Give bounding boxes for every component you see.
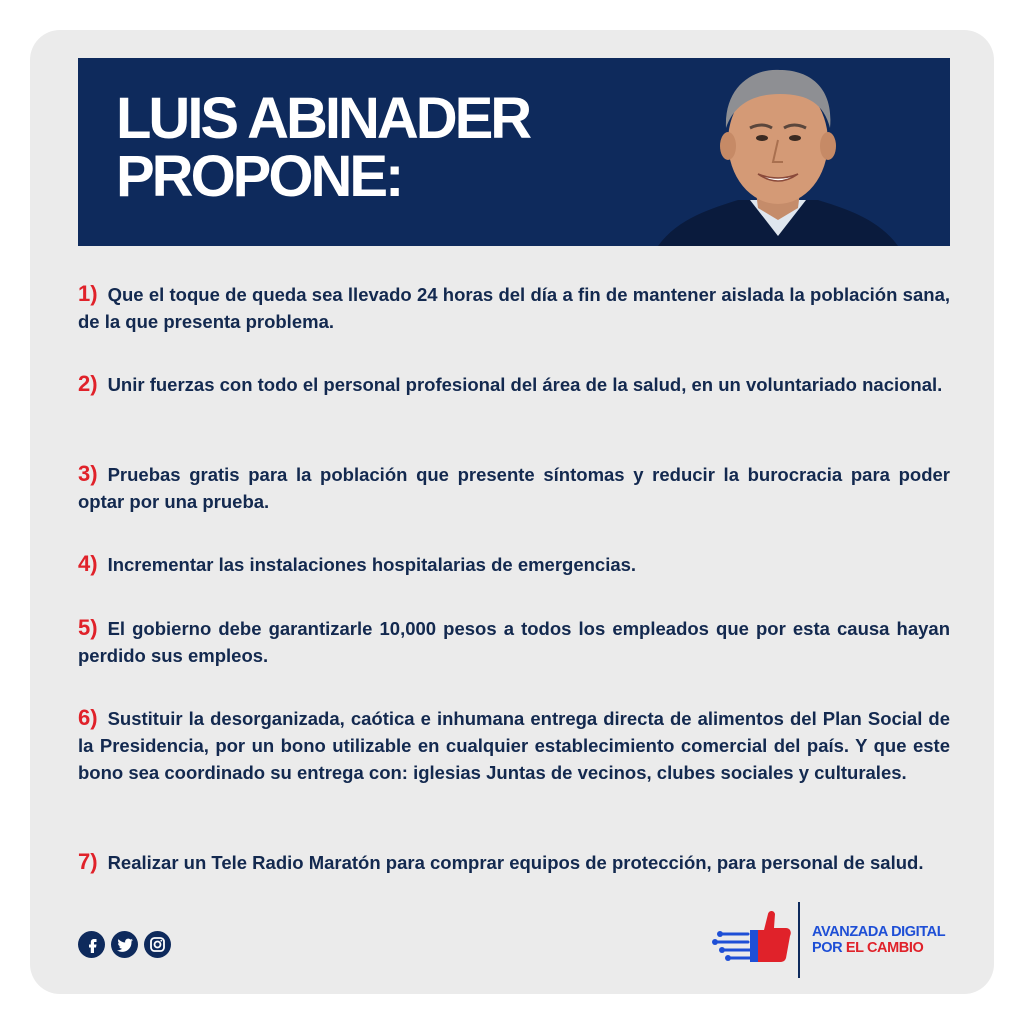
logo-line2 (812, 940, 945, 956)
list-item (78, 550, 950, 578)
item-text: Unir fuerzas con todo el personal profesional del área de la salud, en un voluntariado nacional. (107, 374, 943, 395)
banner-title (116, 86, 530, 209)
item-number: 1) (78, 281, 98, 306)
item-text: Incrementar las instalaciones hospitalarias de emergencias. (107, 554, 637, 575)
logo-divider (798, 902, 800, 978)
instagram-icon[interactable] (144, 931, 171, 958)
item-number: 5) (78, 615, 98, 640)
item-number: 6) (78, 705, 98, 730)
header-banner (78, 58, 950, 246)
list-item (78, 460, 950, 515)
banner-title-line2: PROPONE: (116, 144, 402, 209)
item-text: Pruebas gratis para la población que presente síntomas y reducir la burocracia para poder optar por una prueba. (78, 464, 950, 512)
item-text: Sustituir la desorganizada, caótica e inhumana entrega directa de alimentos del Plan Social de la Presidencia, por un bono utilizable en cualquier establecimiento comercial del país. Y que este bono sea coordinado su entrega con: iglesias Juntas de vecinos, clubes sociales y culturales. (78, 708, 950, 783)
item-number: 7) (78, 849, 98, 874)
logo-hand-icon (712, 908, 794, 972)
facebook-icon[interactable] (78, 931, 105, 958)
list-item (78, 848, 950, 876)
item-number: 3) (78, 461, 98, 486)
list-item (78, 704, 950, 786)
item-text: El gobierno debe garantizarle 10,000 pesos a todos los empleados que por esta causa hayan perdido sus empleos. (78, 618, 950, 666)
item-number: 4) (78, 551, 98, 576)
portrait-photo (658, 58, 898, 246)
twitter-icon[interactable] (111, 931, 138, 958)
list-item (78, 614, 950, 669)
logo-line1: AVANZADA DIGITAL (812, 924, 946, 940)
banner-title-line1: LUIS ABINADER (116, 86, 530, 151)
brand-logo (712, 902, 962, 980)
item-text: Realizar un Tele Radio Maratón para comprar equipos de protección, para personal de salud. (107, 852, 924, 873)
list-item (78, 370, 950, 398)
logo-line2-b: EL CAMBIO (845, 940, 924, 956)
logo-line2-a: POR (812, 940, 843, 956)
list-item (78, 280, 950, 335)
item-text: Que el toque de queda sea llevado 24 horas del día a fin de mantener aislada la población sana, de la que presenta problema. (78, 284, 950, 332)
item-number: 2) (78, 371, 98, 396)
logo-wordmark (812, 924, 945, 956)
social-links (78, 931, 171, 958)
